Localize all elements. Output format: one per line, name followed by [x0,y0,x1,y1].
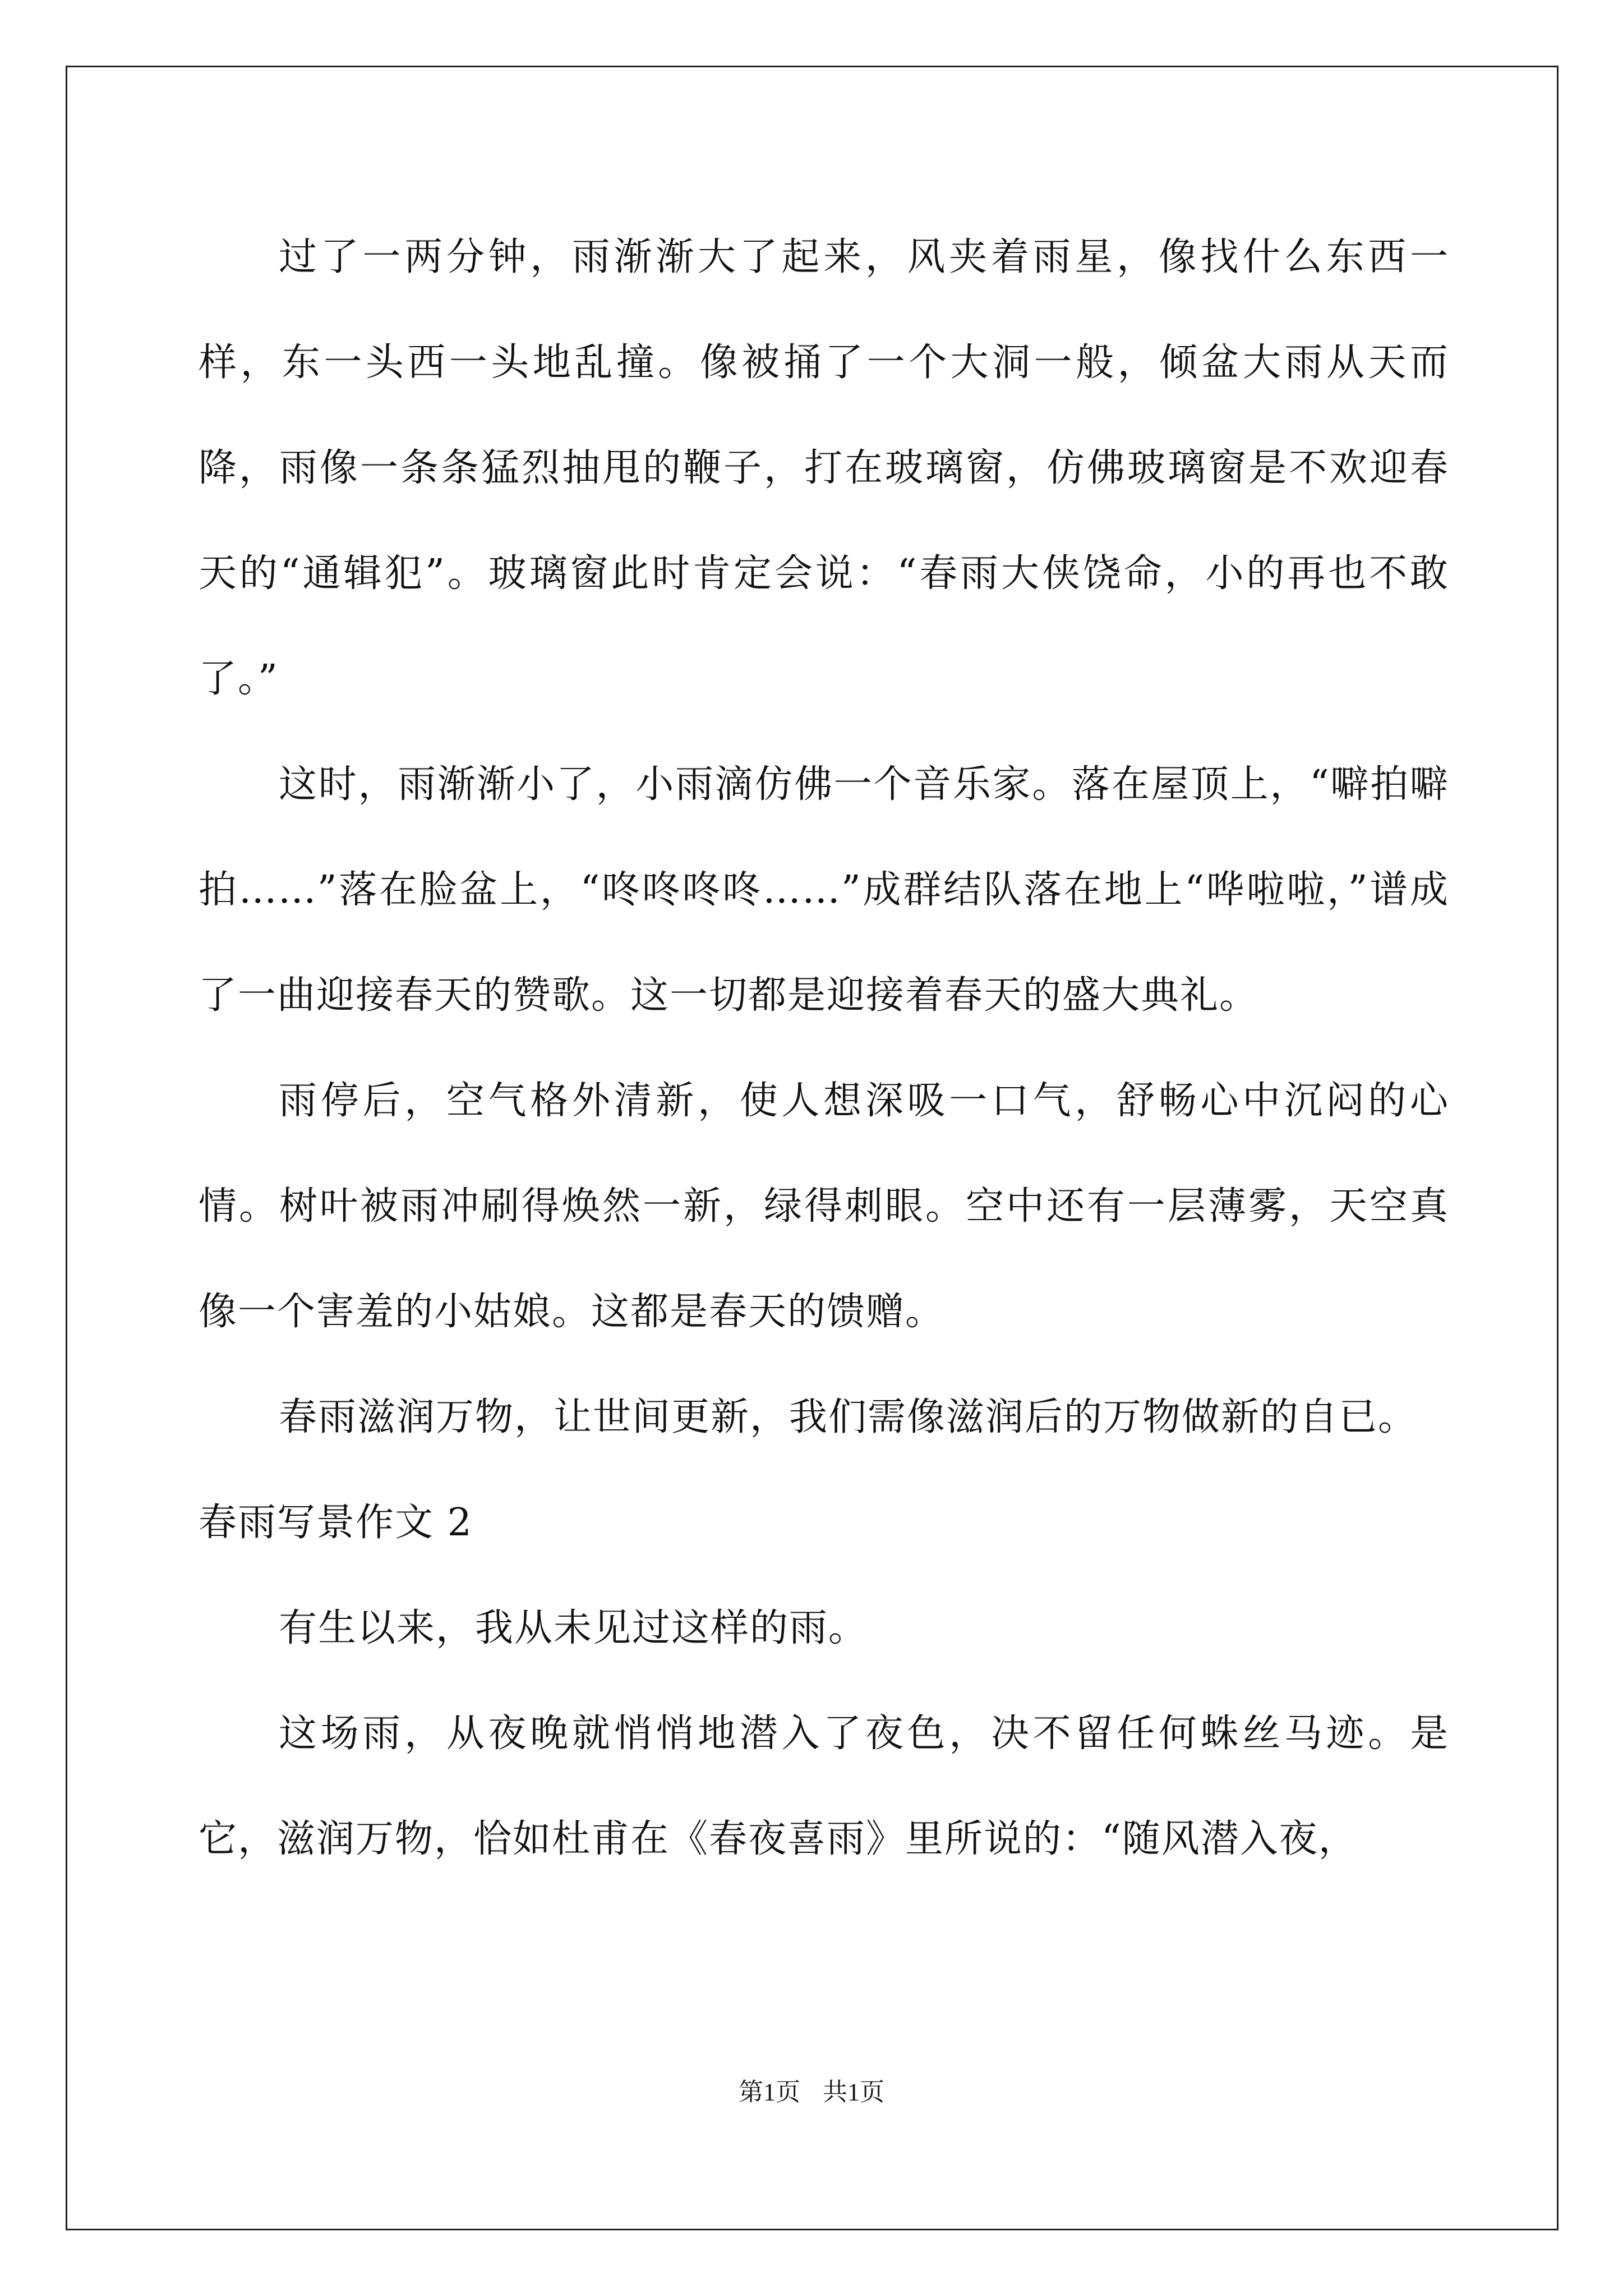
paragraph: 有生以来，我从未见过这样的雨。 [279,1606,868,1650]
paragraph: 这场雨，从夜晚就悄悄地潜入了夜色，决不留任何蛛丝马迹。是它，滋润万物，恰如杜甫在《春夜喜雨》里所说的：“随风潜入夜， [199,1711,1449,1861]
paragraph: 这时，雨渐渐小了，小雨滴仿佛一个音乐家。落在屋顶上，“噼拍噼拍……”落在脸盆上，“咚咚咚咚……”成群结队落在地上“哗啦啦，”谱成了一曲迎接春天的赞歌。这一切都是迎接着春天的盛大典礼。 [199,762,1449,1018]
page-total: 共1页 [823,2078,884,2106]
paragraph: 过了一两分钟，雨渐渐大了起来，风夹着雨星，像找什么东西一样，东一头西一头地乱撞。像被捅了一个大洞一般，倾盆大雨从天而降，雨像一条条猛烈抽甩的鞭子，打在玻璃窗，仿佛玻璃窗是不欢迎春天的“通辑犯”。玻璃窗此时肯定会说：“春雨大侠饶命，小的再也不敢了。” [199,235,1449,701]
section-heading: 春雨写景作文 2 [199,1501,473,1545]
document-body [199,205,1449,1892]
page-footer [0,2076,1623,2109]
paragraph: 春雨滋润万物，让世间更新，我们需像滋润后的万物做新的自已。 [279,1395,1418,1439]
paragraph: 雨停后，空气格外清新，使人想深吸一口气，舒畅心中沉闷的心情。树叶被雨冲刷得焕然一新，绿得刺眼。空中还有一层薄雾，天空真像一个害羞的小姑娘。这都是春天的馈赠。 [199,1079,1449,1334]
page-number: 第1页 [739,2078,800,2106]
